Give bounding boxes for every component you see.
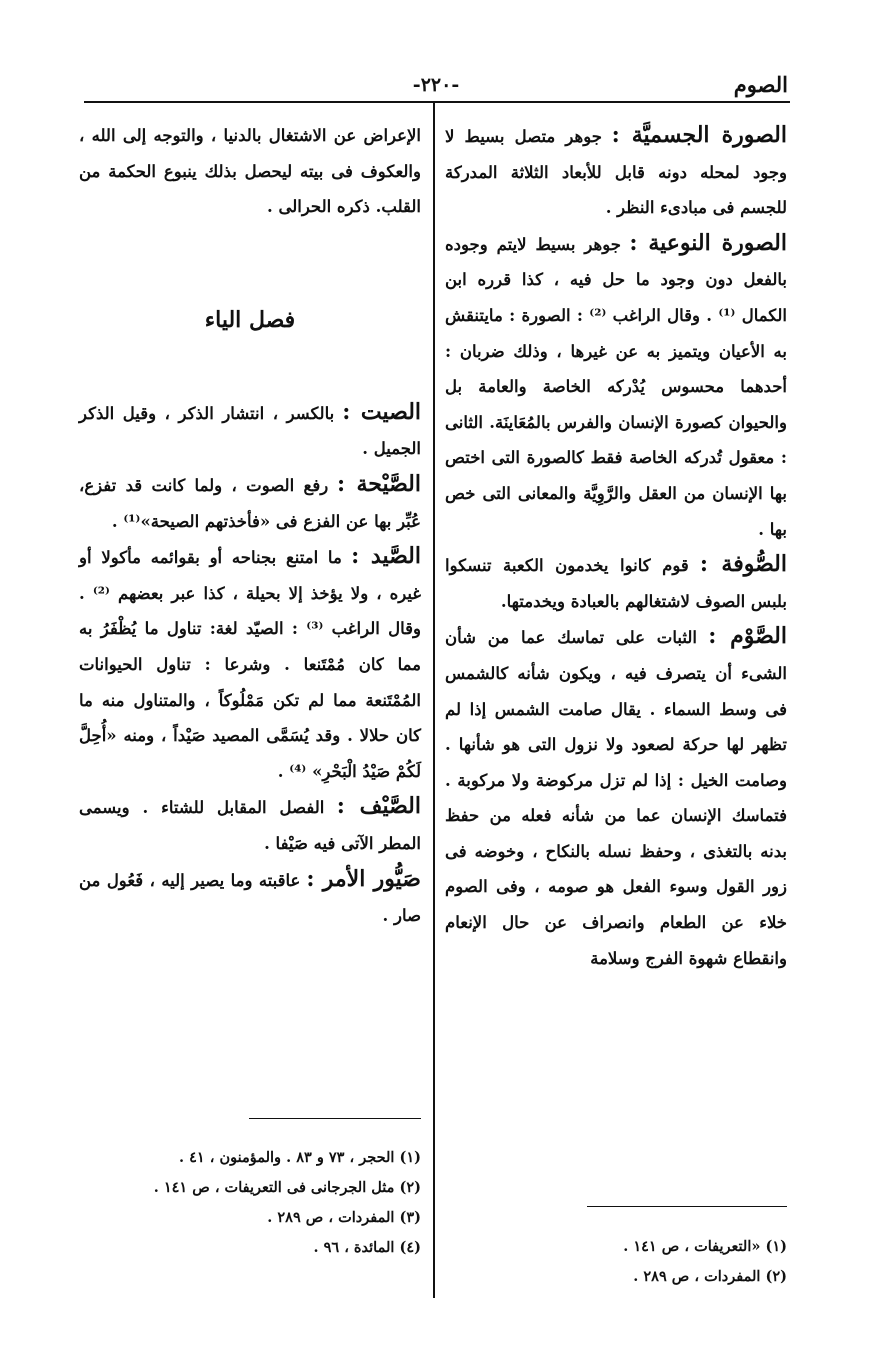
page-number: -٢٢٠- — [412, 74, 460, 96]
page-header — [84, 72, 788, 98]
entry-surah-jismiyya — [445, 118, 787, 226]
definition: الفصل المقابل للشتاء . ويسمى المطر الآتى فيه صَيْفا . — [79, 798, 421, 853]
footnote: (٣) المفردات ، ص ٢٨٩ . — [267, 1209, 421, 1226]
footnote-rule — [249, 1118, 421, 1119]
continuation-text: الإعراض عن الاشتغال بالدنيا ، والتوجه إلى الله ، والعكوف فى بيته ليحصل بذلك ينبوع الحكمة من القلب. ذكره الحرالى . — [79, 126, 421, 217]
headword: الصَّيْف : — [336, 793, 421, 820]
definition: عاقبته وما يصير إليه ، فَعُول من صار . — [79, 870, 421, 926]
footnote: (٢) مثل الجرجانى فى التعريفات ، ص ١٤١ . — [153, 1179, 421, 1196]
entry-sayf — [79, 789, 421, 861]
entry-sufa — [445, 547, 787, 619]
definition: قوم كانوا يخدمون الكعبة تنسكوا بلبس الصوف لاشتغالهم بالعبادة ويخدمتها. — [445, 556, 787, 611]
right-column — [445, 118, 787, 976]
definition: جوهر بسيط لايتم وجوده بالفعل دون وجود ما حل فيه ، كذا قرره ابن الكمال ⁽¹⁾ . وقال الراغب ⁽²⁾ : الصورة : مايتنقش به الأعيان ويتميز به عن غيرها ، وذلك ضربان : أحدهما محسوس يُدْركه الخاصة والعامة بل والحيوان كصورة الإنسان والفرس بالمُعَاينَة. الثانى : معقول تُدركه الخاصة فقط كالصورة التى اختص بها الإنسان من العقل والرَّوِيَّة والمعانى التى خص بها . — [445, 234, 788, 539]
entry-sit — [79, 395, 421, 467]
headword: الصُّوفة : — [699, 551, 787, 578]
definition: جوهر متصل بسيط لا وجود لمحله دونه قابل للأبعاد الثلاثة المدركة للجسم فى مبادىء النظر . — [445, 127, 787, 218]
headword: الصَّيد : — [351, 543, 421, 570]
section-heading: فصل الياء — [204, 306, 296, 333]
right-footnotes — [623, 1232, 787, 1292]
headword: الصورة الجسميَّة : — [611, 122, 787, 148]
entry-sayd — [79, 539, 421, 789]
footnote: (١) الحجر ، ٧٣ و ٨٣ . والمؤمنون ، ٤١ . — [178, 1149, 421, 1166]
definition: رفع الصوت ، ولما كانت قد تفزع، عُبِّر بها عن الفزع فى «فأخذتهم الصيحة»⁽¹⁾ . — [79, 475, 421, 531]
entry-sayyur — [79, 862, 421, 934]
headword: الصورة النوعية : — [629, 229, 787, 256]
definition: الثبات على تماسك عما من شأن الشىء أن يتصرف فيه ، ويكون شأنه كالشمس فى وسط السماء . يقال صامت الشمس إذا لم تظهر لها حركة لصعود ولا نزول التى هو شأنها . وصامت الخيل : إذا لم تزل مركوضة ولا مركوبة . فتماسك الإنسان عما من شأنه فعله من حفظ بدنه بالتغذى ، وحفظ نسله بالنكاح ، وخوضه فى زور القول وسوء الفعل هو صومه ، وفى الصوم خلاء عن الطعام وانصراف عن حال الإنعام وانقطاع شهوة الفرج وسلامة — [445, 628, 787, 968]
entry-surah-nawiyya — [445, 226, 787, 547]
entry-sawm — [445, 619, 787, 976]
left-column — [79, 118, 421, 934]
header-rule — [84, 101, 790, 103]
headword: الصَّيْحة : — [337, 470, 421, 497]
headword: الصَّوْم : — [708, 623, 787, 650]
left-footnotes — [154, 1143, 421, 1263]
footnote-rule — [587, 1206, 787, 1207]
headword: صَيُّور الأمر : — [306, 865, 421, 892]
footnote: (١) «التعريفات ، ص ١٤١ . — [623, 1238, 787, 1255]
footnote: (٢) المفردات ، ص ٢٨٩ . — [633, 1268, 787, 1285]
definition: بالكسر ، انتشار الذكر ، وقيل الذكر الجميل . — [79, 403, 421, 459]
column-divider — [433, 103, 435, 1298]
definition: ما امتنع بجناحه أو بقوائمه مأكولا أو غيره ، ولا يؤخذ إلا بحيلة ، كذا عبر بعضهم ⁽²⁾ . وقال الراغب ⁽³⁾ : الصيّد لغة: تناول ما يُظْفَرُ به مما كان مُمْتَنعا . وشرعا : تناول الحيوانات المُمْتَنعة مما لم تكن مَمْلُوكاً ، والمتناول منه ما كان حلالا . وقد يُسَمَّى المصيد صَيْداً ، ومنه «أُحِلَّ لَكُمْ صَيْدُ الْبَحْرِ» ⁽⁴⁾ . — [79, 548, 422, 781]
entry-sayha — [79, 467, 421, 539]
headword: الصيت : — [342, 398, 422, 425]
footnote: (٤) المائدة ، ٩٦ . — [313, 1239, 421, 1256]
running-head: الصوم — [733, 72, 788, 97]
